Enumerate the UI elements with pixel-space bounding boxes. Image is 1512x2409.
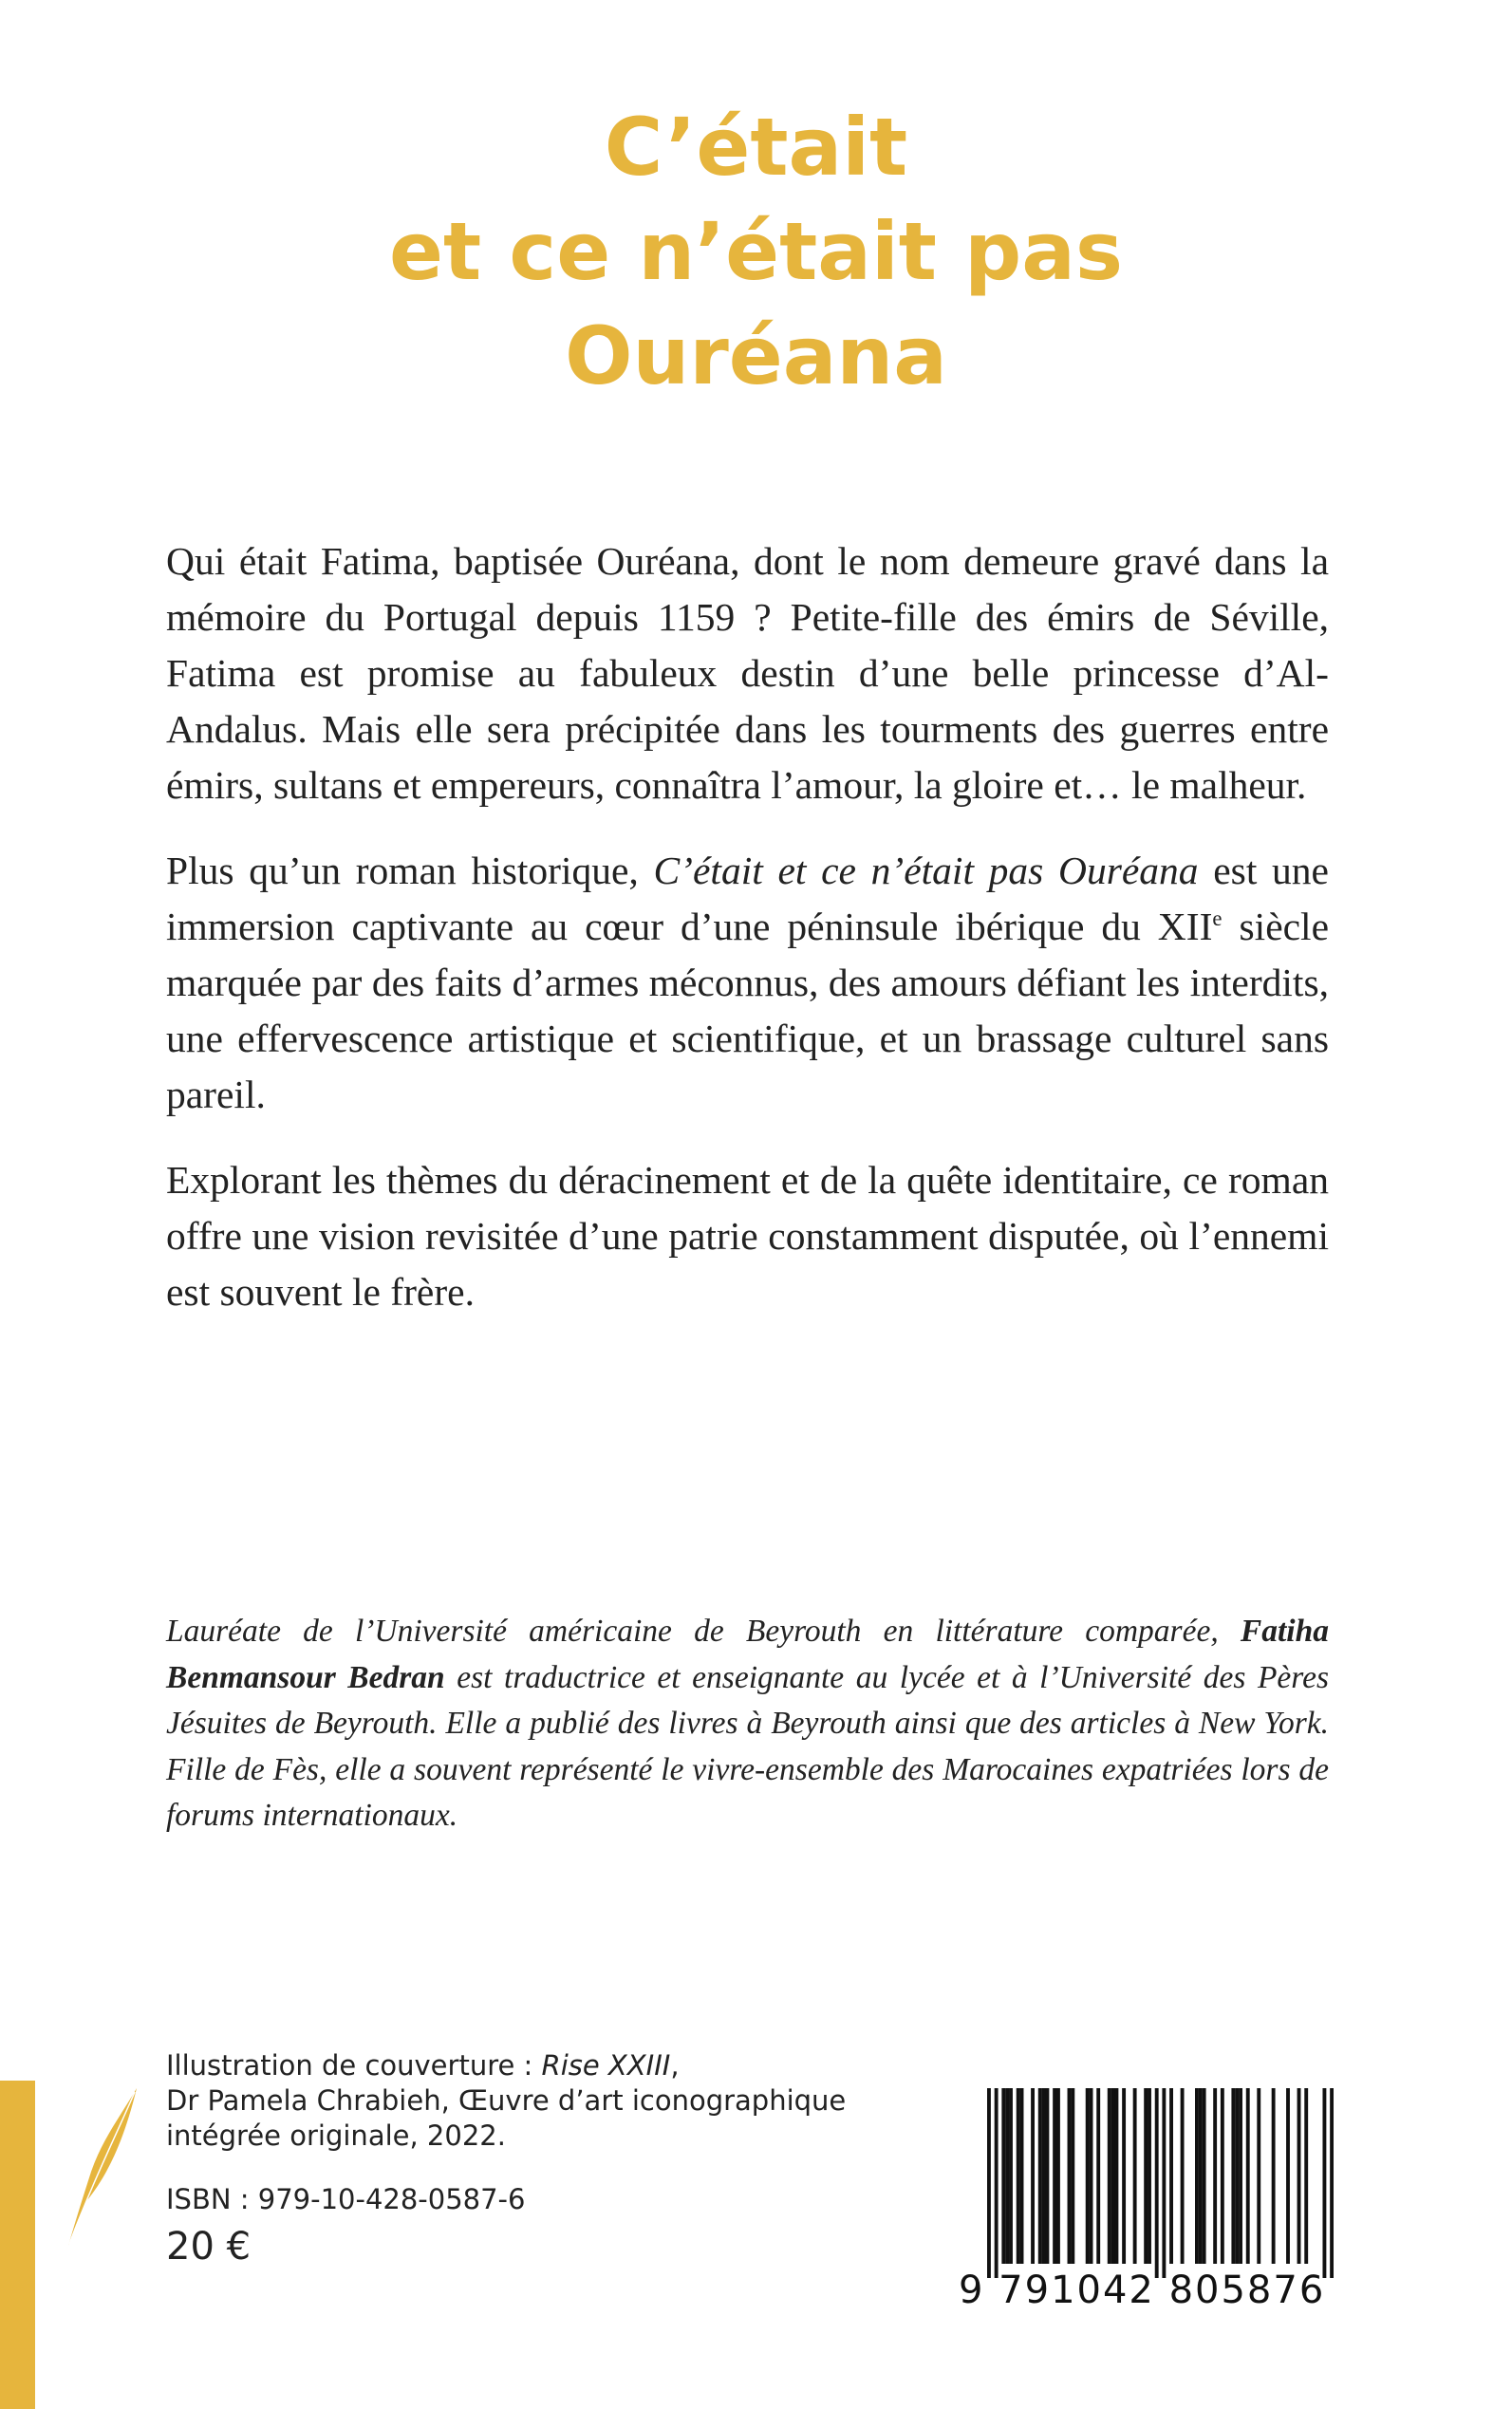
title-line-3: Ouréana xyxy=(565,309,947,402)
barcode-bar xyxy=(1148,2088,1151,2264)
blurb-paragraph-2 xyxy=(166,843,1329,1123)
author-bio xyxy=(166,1609,1329,1839)
accent-bar xyxy=(0,2081,35,2409)
barcode-bar xyxy=(1056,2088,1060,2264)
barcode-bar xyxy=(1114,2088,1118,2264)
barcode-bar xyxy=(1020,2088,1024,2264)
barcode-bar xyxy=(1221,2088,1224,2264)
barcode-bar xyxy=(1304,2088,1308,2264)
barcode-bar xyxy=(1111,2088,1115,2264)
barcode-bar xyxy=(1297,2088,1301,2264)
barcode-bar xyxy=(987,2088,991,2278)
barcode-bar xyxy=(1017,2088,1020,2264)
credits-label: Illustration de couverture : xyxy=(166,2049,542,2082)
barcode-bar xyxy=(1053,2088,1056,2264)
barcode-bar xyxy=(1246,2088,1250,2264)
barcode-bar xyxy=(1122,2088,1126,2264)
credits-line-3: intégrée originale, 2022. xyxy=(166,2120,506,2152)
barcode-bar xyxy=(1239,2088,1242,2264)
barcode-bar xyxy=(1001,2088,1005,2264)
barcode-bar xyxy=(1108,2088,1111,2264)
barcode-bar xyxy=(1203,2088,1206,2264)
barcode-bar xyxy=(1257,2088,1260,2264)
barcode-bar xyxy=(1181,2088,1185,2264)
barcode-bar xyxy=(1096,2088,1100,2264)
barcode-bar xyxy=(1045,2088,1049,2264)
barcode-bar xyxy=(1195,2088,1199,2264)
blurb-p2-after: siècle marquée par des faits d’armes méconnus, des amours défiant les interdits, une effervescence artistique et scientifique, et un brassage culturel sans pareil. xyxy=(166,905,1329,1116)
bio-before: Lauréate de l’Université américaine de Beyrouth en littérature comparée, xyxy=(166,1614,1241,1649)
title-line-2: et ce n’était pas xyxy=(389,205,1123,298)
credits-comma: , xyxy=(670,2049,680,2082)
book-title xyxy=(0,95,1512,408)
credits-line-2: Dr Pamela Chrabieh, Œuvre d’art iconographique xyxy=(166,2084,847,2117)
barcode-bar xyxy=(1199,2088,1203,2264)
blurb-p2-book-title: C’était et ce n’était pas Ouréana xyxy=(653,849,1199,892)
price: 20 € xyxy=(166,2225,252,2269)
barcode-bar xyxy=(1144,2088,1148,2264)
barcode-bar xyxy=(1155,2088,1159,2278)
barcode-bar xyxy=(1231,2088,1235,2264)
credits-work-title: Rise XXIII xyxy=(541,2049,671,2082)
title-line-1: C’était xyxy=(604,101,908,194)
barcode-bar xyxy=(1169,2088,1173,2264)
feather-icon xyxy=(65,2086,140,2248)
blurb-paragraph-1: Qui était Fatima, baptisée Ouréana, dont le nom demeure gravé dans la mémoire du Portugal depuis 1159 ? Petite-fille des émirs de Séville, Fatima est promise au fabuleux destin d’une belle princesse d’Al-Andalus. Mais elle sera précipitée dans les tourments des guerres entre émirs, sultans et empereurs, connaîtra l’amour, la gloire et… le malheur. xyxy=(166,539,1329,807)
barcode-bar xyxy=(1086,2088,1090,2264)
barcode-bar xyxy=(1322,2088,1326,2278)
barcode-bar xyxy=(1286,2088,1290,2264)
barcode-digits: 9 791042 805876 xyxy=(959,2269,1326,2312)
blurb-p2-before: Plus qu’un roman historique, xyxy=(166,849,654,892)
cover-credits xyxy=(166,2048,846,2154)
blurb-p2-superscript: e xyxy=(1212,906,1223,931)
barcode-bar xyxy=(1133,2088,1137,2264)
barcode-bar xyxy=(1031,2088,1035,2264)
barcode-bar xyxy=(1071,2088,1074,2264)
barcode-bar xyxy=(1272,2088,1276,2264)
barcode-bar xyxy=(1213,2088,1217,2264)
book-blurb xyxy=(166,533,1329,1350)
barcode-bar xyxy=(1009,2088,1013,2264)
blurb-paragraph-3: Explorant les thèmes du déracinement et de la quête identitaire, ce roman offre une vision revisitée d’une patrie constamment disputée, où l’ennemi est souvent le frère. xyxy=(166,1158,1329,1314)
barcode-bar xyxy=(1162,2088,1166,2278)
isbn: ISBN : 979-10-428-0587-6 xyxy=(166,2183,526,2215)
barcode xyxy=(987,2088,1334,2278)
barcode-bar xyxy=(1330,2088,1334,2278)
credits-line-1 xyxy=(166,2048,846,2083)
barcode-bar xyxy=(1005,2088,1009,2264)
barcode-bar xyxy=(1038,2088,1042,2264)
barcode-bar xyxy=(1235,2088,1239,2264)
barcode-bar xyxy=(1042,2088,1046,2264)
author-name: Fatiha Benmansour Bedran xyxy=(166,1614,1329,1695)
bio-after: est traductrice et enseignante au lycée et à l’Université des Pères Jésuites de Beyrouth. Elle a publié des livres à Beyrouth ainsi que des articles à New York. Fille de Fès, elle a souvent représenté le vivre-ensemble des Marocaines expatriées lors de forums internationaux. xyxy=(166,1659,1330,1833)
blurb-p2-middle: est une immersion captivante au cœur d’une péninsule ibérique du XII xyxy=(166,849,1329,948)
barcode-bar xyxy=(1068,2088,1072,2264)
barcode-bar xyxy=(1090,2088,1093,2264)
barcode-bar xyxy=(995,2088,999,2278)
